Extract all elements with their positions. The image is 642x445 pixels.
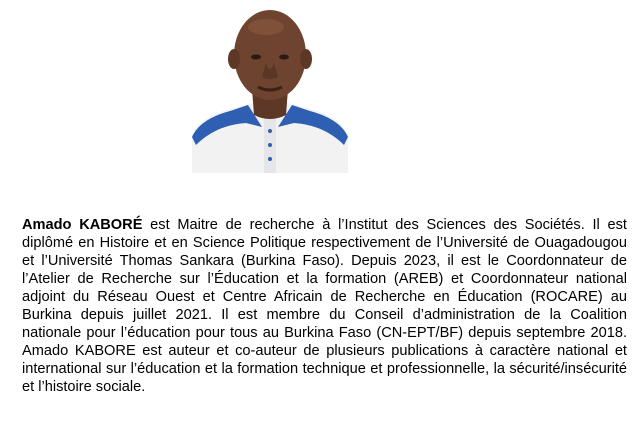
author-bio-text: est Maitre de recherche à l’Institut des Sciences des Sociétés. Il est diplômé en Histoire et en Science Politique respectivement de l’Université de Ouagadougou et l’Université Thomas Sankara (Burkina Faso). Depuis 2023, il est le Coordonnateur de l’Atelier de Recherche sur l’Éducation et la formation (AREB) et Coordonnateur national adjoint du Réseau Ouest et Centre Africain de Recherche en Éducation (ROCARE) au Burkina depuis juillet 2021. Il est membre du Conseil d’administration de la Coalition nationale pour l’éducation pour tous au Burkina Faso (CN-EPT/BF) depuis septembre 2018. Amado KABORE est auteur et co-auteur de plusieurs publications à caractère national et international sur l’éducation et la formation technique et professionnelle, la sécurité/insécurité et l’histoire sociale. [22,217,627,395]
author-portrait [186,5,354,173]
author-name: Amado KABORÉ [22,217,143,233]
author-bio [22,216,627,396]
